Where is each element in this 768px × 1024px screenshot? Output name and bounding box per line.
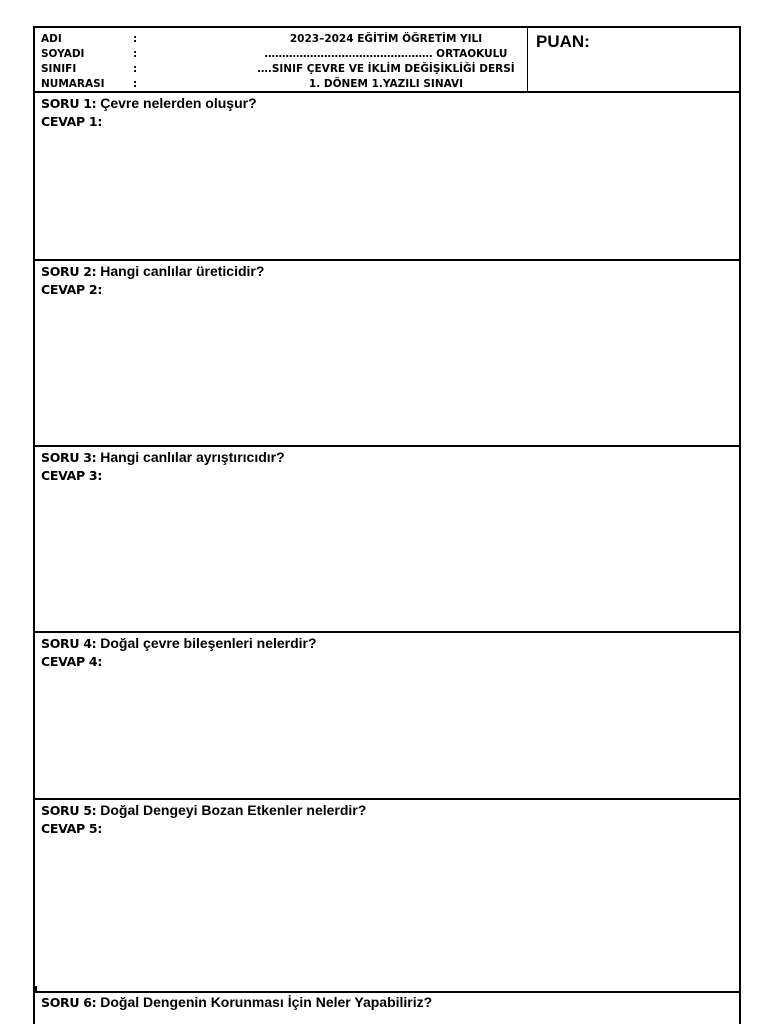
title-school-name: ………………………………………… ORTAOKULU xyxy=(264,48,508,60)
answer-1-label: CEVAP 1: xyxy=(41,114,103,129)
answer-4-label: CEVAP 4: xyxy=(41,654,103,669)
student-name-label: ADI xyxy=(41,33,62,45)
question-5 xyxy=(41,802,366,818)
student-surname-colon: : xyxy=(133,48,138,60)
question-2-text: Hangi canlılar üreticidir? xyxy=(96,263,265,279)
question-4-number: SORU 4: xyxy=(41,636,97,651)
student-number-colon: : xyxy=(133,78,138,90)
student-class-label: SINIFI xyxy=(41,63,77,75)
question-4 xyxy=(41,635,317,651)
question-2 xyxy=(41,263,264,279)
question-block-2 xyxy=(35,261,739,447)
question-6 xyxy=(41,994,432,1010)
question-1 xyxy=(41,95,257,111)
question-3 xyxy=(41,449,285,465)
question-3-text: Hangi canlılar ayrıştırıcıdır? xyxy=(96,449,285,465)
student-name-row xyxy=(41,32,161,47)
question-block-1 xyxy=(35,93,739,261)
exam-sheet xyxy=(33,26,741,1024)
student-info xyxy=(41,32,161,92)
question-1-number: SORU 1: xyxy=(41,96,97,111)
question-4-text: Doğal çevre bileşenleri nelerdir? xyxy=(96,635,317,651)
question-3-number: SORU 3: xyxy=(41,450,97,465)
question-2-number: SORU 2: xyxy=(41,264,97,279)
student-surname-row xyxy=(41,47,161,62)
student-number-row xyxy=(41,77,161,92)
question-6-number: SORU 6: xyxy=(41,995,97,1010)
question-1-text: Çevre nelerden oluşur? xyxy=(96,95,257,111)
question-block-4 xyxy=(35,633,739,800)
question-6-text: Doğal Dengenin Korunması İçin Neler Yapabiliriz? xyxy=(96,994,433,1010)
title-course: ….SINIF ÇEVRE VE İKLİM DEĞİŞİKLİĞİ DERSİ xyxy=(257,63,515,75)
question-block-6 xyxy=(33,991,741,1024)
question-5-number: SORU 5: xyxy=(41,803,97,818)
student-name-colon: : xyxy=(133,33,138,45)
student-surname-label: SOYADI xyxy=(41,48,85,60)
title-school-year: 2023–2024 EĞİTİM ÖĞRETİM YILI xyxy=(289,33,483,45)
student-number-label: NUMARASI xyxy=(41,78,105,90)
question-block-5 xyxy=(35,800,739,993)
student-class-colon: : xyxy=(133,63,138,75)
answer-2-label: CEVAP 2: xyxy=(41,282,103,297)
score-label: PUAN: xyxy=(536,32,590,51)
question-block-3 xyxy=(35,447,739,633)
answer-3-label: CEVAP 3: xyxy=(41,468,103,483)
exam-header xyxy=(35,28,739,93)
question-5-text: Doğal Dengeyi Bozan Etkenler nelerdir? xyxy=(96,802,367,818)
student-class-row xyxy=(41,62,161,77)
title-exam: 1. DÖNEM 1.YAZILI SINAVI xyxy=(308,78,464,90)
exam-title xyxy=(245,32,527,92)
score-box xyxy=(527,28,739,91)
answer-5-label: CEVAP 5: xyxy=(41,821,103,836)
